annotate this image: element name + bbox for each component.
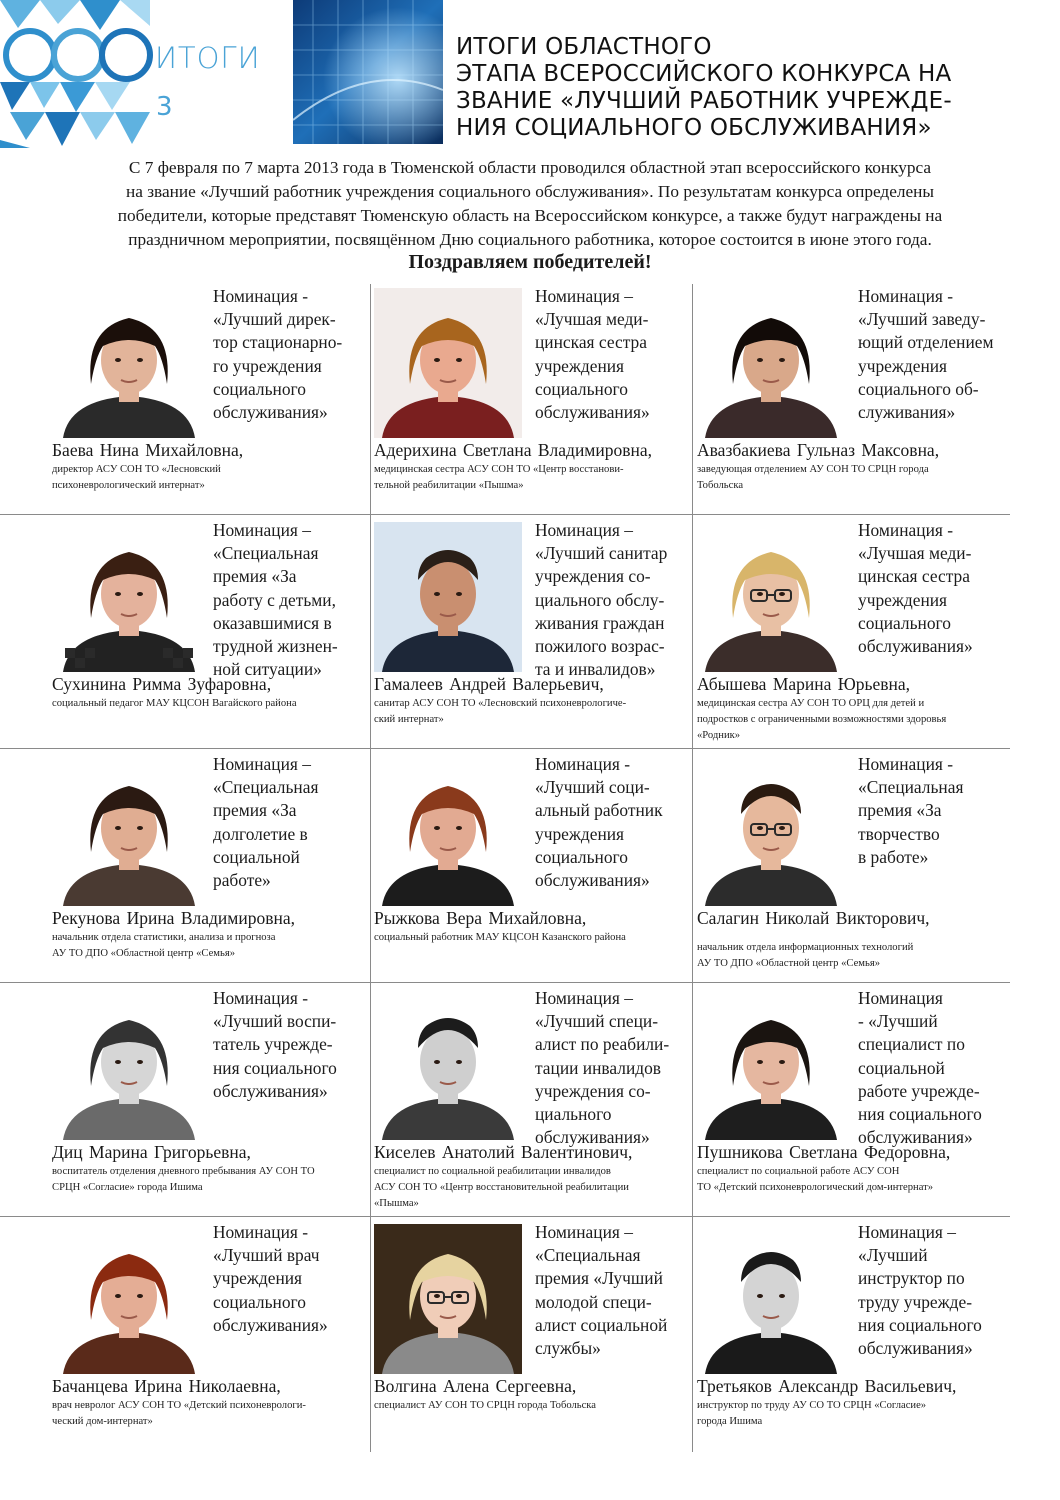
- winner-name: Баева Нина Михайловна,: [52, 440, 244, 460]
- portrait-image: [697, 1224, 845, 1374]
- winner-role: [697, 940, 997, 972]
- nomination-line: цинская сестра: [535, 332, 647, 353]
- winner-role: [52, 1164, 352, 1196]
- winner-role: [697, 1164, 997, 1196]
- nomination-line: обслуживания»: [858, 636, 973, 657]
- role-line: ческий дом-интернат»: [52, 1416, 153, 1427]
- winner-name: Салагин Николай Викторович,: [697, 908, 930, 928]
- nomination-line: живания граждан: [535, 612, 665, 633]
- role-line: социальный работник МАУ КЦСОН Казанского района: [374, 932, 626, 943]
- nomination-line: инструктор по: [858, 1268, 965, 1289]
- role-line: воспитатель отделения дневного пребывания АУ СОН ТО: [52, 1166, 315, 1177]
- nomination-line: Номинация –: [858, 1222, 956, 1242]
- role-line: социальный педагог МАУ КЦСОН Вагайского района: [52, 698, 297, 709]
- nomination-line: учреждения со-: [535, 566, 651, 587]
- nomination-text: [858, 285, 1008, 424]
- congrats-heading: Поздравляем победителей!: [408, 251, 652, 273]
- nomination-line: «Лучший соци-: [535, 777, 650, 798]
- role-line: медицинская сестра АСУ СОН ТО «Центр восстанови-: [374, 464, 624, 475]
- main-title-line: НИЯ СОЦИАЛЬНОГО ОБСЛУЖИВАНИЯ»: [456, 115, 932, 141]
- nomination-line: алист социальной: [535, 1314, 668, 1335]
- role-line: СРЦН «Согласие» города Ишима: [52, 1182, 203, 1193]
- winner-role: [374, 696, 674, 728]
- winner-role: [374, 930, 674, 946]
- nomination-line: обслуживания»: [213, 1080, 328, 1101]
- winner-card: [0, 284, 343, 518]
- portrait-image: [697, 990, 845, 1140]
- nomination-line: Номинация -: [535, 754, 631, 774]
- nomination-line: службы»: [535, 1338, 601, 1359]
- role-line: ТО «Детский психоневрологический дом-интернат»: [697, 1182, 934, 1193]
- winner-photo: [55, 1224, 203, 1374]
- winner-photo: [697, 288, 845, 438]
- winner-photo: [374, 756, 522, 906]
- nomination-line: оказавшимися в: [213, 612, 332, 633]
- portrait-image: [697, 756, 845, 906]
- winner-card: [0, 752, 322, 986]
- nomination-line: «Специальная: [535, 1245, 641, 1266]
- winner-role: [52, 462, 352, 494]
- main-title-line: ЗВАНИЕ «ЛУЧШИЙ РАБОТНИК УЧРЕЖДЕ-: [456, 88, 952, 114]
- nomination-line: обслуживания»: [535, 1127, 650, 1148]
- winner-photo: [374, 288, 522, 438]
- winner-role: [52, 696, 352, 712]
- role-line: санитар АСУ СОН ТО «Лесновский психоневрологиче-: [374, 698, 627, 709]
- nomination-line: в работе»: [858, 846, 929, 867]
- nomination-line: Номинация -: [213, 286, 309, 306]
- column-divider: [692, 284, 693, 1452]
- winner-role: [52, 930, 352, 962]
- section-label: ИТОГИ: [155, 41, 261, 75]
- nomination-line: премия «За: [858, 800, 942, 821]
- role-line: медицинская сестра АУ СОН ТО ОРЦ для детей и: [697, 698, 925, 709]
- nomination-line: социального: [535, 378, 628, 399]
- nomination-line: «Лучший: [858, 1245, 928, 1266]
- winner-photo: [697, 522, 845, 672]
- winner-card: [645, 986, 1010, 1220]
- nomination-line: учреждения: [535, 823, 625, 844]
- nomination-line: премия «За: [213, 800, 297, 821]
- nomination-line: служивания»: [858, 402, 956, 423]
- nomination-line: молодой специ-: [535, 1291, 652, 1312]
- role-line: АСУ СОН ТО «Центр восстановительной реабилитации: [374, 1182, 629, 1193]
- winner-name: Диц Марина Григорьевна,: [52, 1142, 251, 1162]
- nomination-line: «Лучший специ-: [535, 1011, 658, 1032]
- nomination-line: социальной: [213, 846, 300, 867]
- role-line: подростков с ограниченными возможностями здоровья: [697, 714, 947, 725]
- nomination-line: цинская сестра: [858, 566, 970, 587]
- nomination-text: [858, 987, 1008, 1149]
- role-line: АУ ТО ДПО «Областной центр «Семья»: [697, 958, 880, 969]
- winner-name: Авазбакиева Гульназ Максовна,: [697, 440, 940, 460]
- winner-photo: [55, 522, 203, 672]
- main-title-line: ИТОГИ ОБЛАСТНОГО: [456, 34, 712, 60]
- portrait-image: [55, 1224, 203, 1374]
- role-line: тельной реабилитации «Пышма»: [374, 480, 524, 491]
- role-line: заведующая отделением АУ СОН ТО СРЦН города: [697, 464, 929, 475]
- winner-card: [645, 1220, 1010, 1454]
- role-line: психоневрологический интернат»: [52, 480, 205, 491]
- intro-line: на звание «Лучший работник учреждения социального обслуживания». По результатам конкурса определены: [125, 182, 935, 201]
- nomination-line: ния социального: [858, 1104, 982, 1125]
- winner-role: [374, 1398, 674, 1414]
- nomination-line: - «Лучший: [858, 1011, 938, 1032]
- nomination-line: ной ситуации»: [213, 659, 322, 680]
- nomination-line: учреждения: [858, 355, 948, 376]
- winner-role: [52, 1398, 352, 1430]
- nomination-line: обслуживания»: [858, 1127, 973, 1148]
- winner-photo: [55, 288, 203, 438]
- role-line: города Ишима: [697, 1416, 763, 1427]
- nomination-line: циального обслу-: [535, 589, 665, 610]
- portrait-image: [697, 522, 845, 672]
- winner-role: [697, 1398, 997, 1430]
- nomination-line: социального: [213, 378, 306, 399]
- portrait-image: [55, 990, 203, 1140]
- nomination-line: «Лучшая меди-: [858, 543, 972, 564]
- role-line: «Родник»: [697, 730, 741, 741]
- portrait-image: [374, 522, 522, 672]
- nomination-line: Номинация -: [213, 988, 309, 1008]
- nomination-line: алист по реабили-: [535, 1034, 670, 1055]
- nomination-line: работе учрежде-: [858, 1080, 980, 1101]
- nomination-line: Номинация –: [535, 286, 633, 306]
- nomination-line: татель учрежде-: [213, 1034, 333, 1055]
- nomination-line: обслуживания»: [213, 1314, 328, 1335]
- nomination-line: циального: [535, 1104, 612, 1125]
- winner-name: Бачанцева Ирина Николаевна,: [52, 1376, 281, 1396]
- winner-name: Сухинина Римма Зуфаровна,: [52, 674, 272, 694]
- nomination-line: творчество: [858, 823, 940, 844]
- nomination-line: пожилого возрас-: [535, 636, 665, 657]
- role-line: «Пышма»: [374, 1198, 419, 1209]
- nomination-line: Номинация -: [858, 286, 954, 306]
- nomination-line: премия «Лучший: [535, 1268, 663, 1289]
- header-decorative-photo: [293, 0, 443, 144]
- nomination-line: Номинация: [858, 988, 943, 1008]
- role-line: начальник отдела информационных технологий: [697, 942, 914, 953]
- role-line: врач невролог АСУ СОН ТО «Детский психоневрологи-: [52, 1400, 306, 1411]
- row-divider: [0, 982, 1010, 983]
- nomination-line: «Лучший дирек-: [213, 309, 336, 330]
- winner-photo: [55, 990, 203, 1140]
- role-line: ский интернат»: [374, 714, 444, 725]
- nomination-line: та и инвалидов»: [535, 659, 656, 680]
- nomination-line: го учреждения: [213, 355, 322, 376]
- nomination-line: «Лучший воспи-: [213, 1011, 337, 1032]
- nomination-line: трудной жизнен-: [213, 636, 338, 657]
- nomination-line: Номинация –: [535, 520, 633, 540]
- winner-name: Гамалеев Андрей Валерьевич,: [374, 674, 604, 694]
- winner-role: [374, 462, 674, 494]
- portrait-image: [697, 288, 845, 438]
- nomination-line: премия «За: [213, 566, 297, 587]
- nomination-line: ния социального: [858, 1314, 982, 1335]
- portrait-image: [374, 288, 522, 438]
- winner-name: Третьяков Александр Васильевич,: [697, 1376, 957, 1396]
- winner-card: [0, 518, 338, 752]
- winner-photo: [697, 990, 845, 1140]
- nomination-line: «Лучший врач: [213, 1245, 320, 1266]
- section-number: 3: [156, 92, 173, 122]
- nomination-line: социального: [858, 612, 951, 633]
- nomination-line: работу с детьми,: [213, 589, 336, 610]
- intro-line: С 7 февраля по 7 марта 2013 года в Тюменской области проводился областной этап всероссийского конкурса: [128, 158, 932, 177]
- nomination-line: Номинация –: [213, 754, 311, 774]
- nomination-line: учреждения со-: [535, 1080, 651, 1101]
- intro-paragraph: [28, 156, 1032, 252]
- nomination-line: специалист по: [858, 1034, 965, 1055]
- portrait-image: [55, 522, 203, 672]
- winner-name: Рекунова Ирина Владимировна,: [52, 908, 295, 928]
- role-line: АУ ТО ДПО «Областной центр «Семья»: [52, 948, 235, 959]
- winners-grid: [0, 282, 1060, 1452]
- nomination-line: социального: [535, 846, 628, 867]
- winner-name: Рыжкова Вера Михайловна,: [374, 908, 587, 928]
- nomination-line: альный работник: [535, 800, 663, 821]
- nomination-line: Номинация –: [535, 1222, 633, 1242]
- nomination-line: «Специальная: [213, 777, 319, 798]
- role-line: начальник отдела статистики, анализа и прогноза: [52, 932, 276, 943]
- nomination-line: Номинация -: [858, 754, 954, 774]
- main-title-line: ЭТАПА ВСЕРОССИЙСКОГО КОНКУРСА НА: [456, 61, 952, 87]
- portrait-image: [374, 1224, 522, 1374]
- row-divider: [0, 748, 1010, 749]
- nomination-line: ния социального: [213, 1057, 337, 1078]
- nomination-line: учреждения: [858, 589, 948, 610]
- row-divider: [0, 1216, 1010, 1217]
- portrait-image: [374, 756, 522, 906]
- winner-role: [697, 462, 997, 494]
- winner-name: Абышева Марина Юрьевна,: [697, 674, 911, 694]
- nomination-line: Номинация -: [858, 520, 954, 540]
- nomination-line: Номинация -: [213, 1222, 309, 1242]
- nomination-line: учреждения: [213, 1268, 303, 1289]
- winner-name: Киселев Анатолий Валентинович,: [374, 1142, 633, 1162]
- role-line: специалист по социальной работе АСУ СОН: [697, 1166, 900, 1177]
- nomination-line: социального: [213, 1291, 306, 1312]
- nomination-line: учреждения: [535, 355, 625, 376]
- nomination-line: обслуживания»: [535, 870, 650, 891]
- nomination-line: работе»: [213, 870, 271, 891]
- nomination-text: [858, 1221, 1008, 1360]
- role-line: специалист по социальной реабилитации инвалидов: [374, 1166, 611, 1177]
- portrait-image: [55, 756, 203, 906]
- nomination-line: «Лучший заведу-: [858, 309, 986, 330]
- nomination-line: тор стационарно-: [213, 332, 343, 353]
- portrait-image: [55, 288, 203, 438]
- nomination-line: «Специальная: [858, 777, 964, 798]
- winner-role: [374, 1164, 674, 1212]
- nomination-text: [858, 519, 1008, 658]
- nomination-line: обслуживания»: [535, 402, 650, 423]
- section-logo-art: [0, 0, 150, 148]
- nomination-line: обслуживания»: [213, 402, 328, 423]
- nomination-line: труду учрежде-: [858, 1291, 972, 1312]
- winner-photo: [374, 1224, 522, 1374]
- intro-line: победители, которые представят Тюменскую область на Всероссийском конкурсе, а также будут награждены на: [117, 206, 943, 225]
- nomination-line: социальной: [858, 1057, 945, 1078]
- main-title: [456, 34, 1046, 142]
- role-line: Тобольска: [697, 480, 744, 491]
- winner-photo: [55, 756, 203, 906]
- winner-card: [645, 752, 1010, 986]
- nomination-line: социального об-: [858, 378, 979, 399]
- winner-photo: [697, 756, 845, 906]
- winner-name: Волгина Алена Сергеевна,: [374, 1376, 577, 1396]
- nomination-line: тации инвалидов: [535, 1057, 662, 1078]
- nomination-line: «Лучшая меди-: [535, 309, 649, 330]
- portrait-image: [374, 990, 522, 1140]
- column-divider: [370, 284, 371, 1452]
- nomination-text: [858, 753, 1008, 869]
- nomination-line: «Лучший санитар: [535, 543, 668, 564]
- winner-role: [697, 696, 997, 744]
- nomination-line: Номинация –: [535, 988, 633, 1008]
- role-line: директор АСУ СОН ТО «Лесновский: [52, 464, 221, 475]
- winner-photo: [374, 990, 522, 1140]
- nomination-line: долголетие в: [213, 823, 308, 844]
- winner-card: [0, 986, 337, 1220]
- winner-card: [0, 1220, 328, 1454]
- winner-photo: [697, 1224, 845, 1374]
- winner-name: Адерихина Светлана Владимировна,: [374, 440, 653, 460]
- winner-card: [645, 518, 1010, 752]
- row-divider: [0, 514, 1010, 515]
- winner-name: Пушникова Светлана Федоровна,: [697, 1142, 951, 1162]
- nomination-line: ющий отделением: [858, 332, 994, 353]
- winner-photo: [374, 522, 522, 672]
- nomination-line: обслуживания»: [858, 1338, 973, 1359]
- role-line: инструктор по труду АУ СО ТО СРЦН «Согласие»: [697, 1400, 927, 1411]
- role-line: специалист АУ СОН ТО СРЦН города Тобольска: [374, 1400, 596, 1411]
- winner-card: [645, 284, 1010, 518]
- nomination-line: «Специальная: [213, 543, 319, 564]
- intro-line: праздничном мероприятии, посвящённом Дню социального работника, которое состоится в июне этого года.: [128, 230, 932, 249]
- nomination-line: Номинация –: [213, 520, 311, 540]
